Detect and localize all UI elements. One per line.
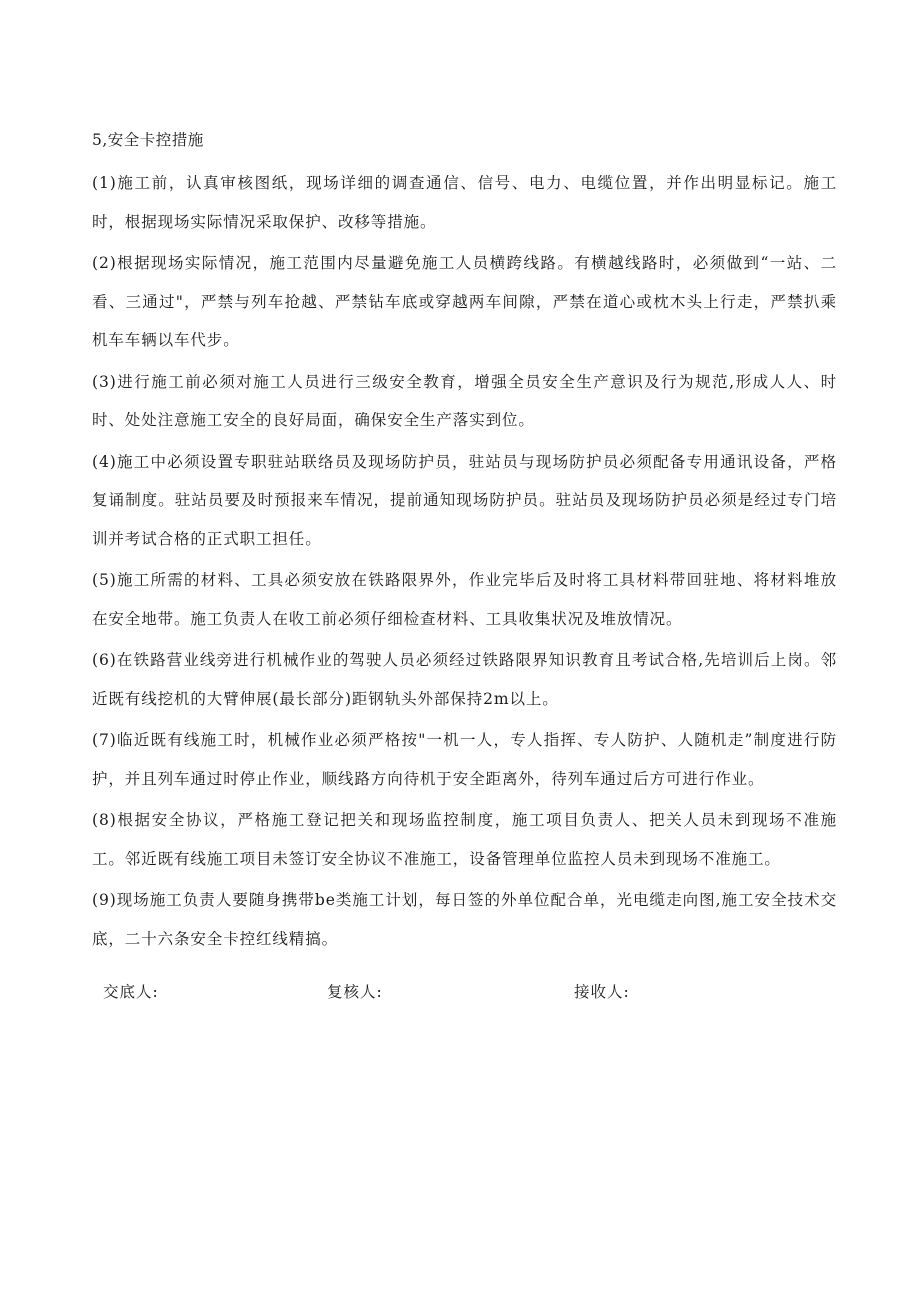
section-title: 5,安全卡控措施	[92, 131, 204, 149]
reviewer-signature-label: 复核人:	[327, 983, 383, 1001]
measure-paragraph-6: (6)在铁路营业线旁进行机械作业的驾驶人员必须经过铁路限界知识教育且考试合格,先培训后上岗。邻近既有线挖机的大臂伸展(最长部分)距钢轨头外部保持2m以上。	[92, 651, 837, 708]
measures-list	[92, 164, 837, 961]
measure-paragraph-1: (1)施工前，认真审核图纸，现场详细的调查通信、信号、电力、电缆位置，并作出明显标记。施工时，根据现场实际情况采取保护、改移等措施。	[92, 174, 837, 231]
signature-row	[0, 980, 920, 1004]
measure-paragraph-4: (4)施工中必须设置专职驻站联络员及现场防护员，驻站员与现场防护员必须配备专用通讯设备，严格复诵制度。驻站员要及时预报来车情况，提前通知现场防护员。驻站员及现场防护员必须是经过专门培训并考试合格的正式职工担任。	[92, 452, 837, 548]
measure-paragraph-2: (2)根据现场实际情况，施工范围内尽量避免施工人员横跨线路。有横越线路时，必须做到“一站、二看、三通过"，严禁与列车抢越、严禁钻车底或穿越两车间隙，严禁在道心或枕木头上行走，严禁扒乘机车车辆以车代步。	[92, 254, 837, 349]
measure-paragraph-9: (9)现场施工负责人要随身携带be类施工计划，每日签的外单位配合单，光电缆走向图,施工安全技术交底，二十六条安全卡控红线精搞。	[92, 891, 837, 948]
receiver-signature-label: 接收人:	[574, 983, 630, 1001]
handover-signature-label: 交底人:	[103, 983, 159, 1001]
measure-paragraph-5: (5)施工所需的材料、工具必须安放在铁路限界外，作业完毕后及时将工具材料带回驻地、将材料堆放在安全地带。施工负责人在收工前必须仔细检查材料、工具收集状况及堆放情况。	[92, 571, 837, 628]
measure-paragraph-8: (8)根据安全协议，严格施工登记把关和现场监控制度，施工项目负责人、把关人员未到现场不准施工。邻近既有线施工项目未签订安全协议不准施工，设备管理单位监控人员未到现场不准施工。	[92, 811, 837, 868]
measure-paragraph-3: (3)进行施工前必须对施工人员进行三级安全教育，增强全员安全生产意识及行为规范,形成人人、时时、处处注意施工安全的良好局面，确保安全生产落实到位。	[92, 372, 837, 429]
measure-paragraph-7: (7)临近既有线施工时，机械作业必须严格按"一机一人，专人指挥、专人防护、人随机走”制度进行防护，并且列车通过时停止作业，顺线路方向待机于安全距离外，待列车通过后方可进行作业。	[92, 731, 837, 788]
